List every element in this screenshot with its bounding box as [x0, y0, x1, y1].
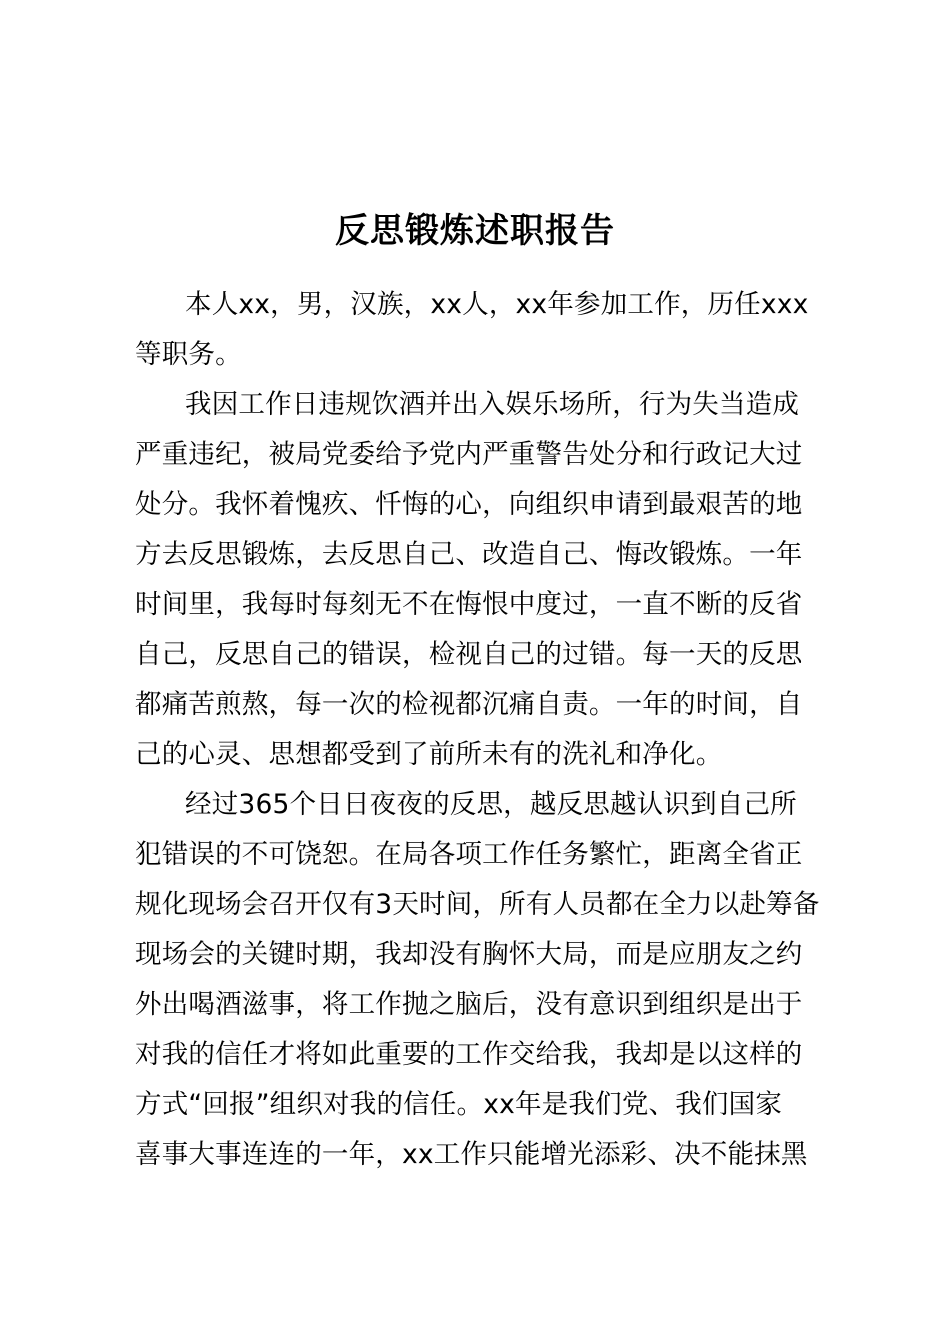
paragraph-3-line-5: 外出喝酒滋事，将工作抛之脑后，没有意识到组织是出于 [135, 989, 803, 1020]
paragraph-3-line-4: 现场会的关键时期，我却没有胸怀大局，而是应朋友之约 [135, 939, 803, 970]
paragraph-3-line-6: 对我的信任才将如此重要的工作交给我，我却是以这样的 [135, 1039, 803, 1070]
paragraph-3-line-2: 犯错误的不可饶恕。在局各项工作任务繁忙，距离全省正 [135, 839, 803, 870]
paragraph-3-line-3: 规化现场会召开仅有3天时间，所有人员都在全力以赴筹备 [135, 889, 820, 920]
paragraph-3-line-1: 经过365个日日夜夜的反思，越反思越认识到自己所 [185, 789, 797, 820]
paragraph-1-line-1: 本人xx，男，汉族，xx人，xx年参加工作，历任xxx [185, 289, 809, 320]
paragraph-2-line-5: 时间里，我每时每刻无不在悔恨中度过，一直不断的反省 [135, 589, 803, 620]
paragraph-2-line-7: 都痛苦煎熬，每一次的检视都沉痛自责。一年的时间，自 [135, 689, 803, 720]
document-title: 反思锻炼述职报告 [335, 211, 615, 251]
paragraph-2-line-1: 我因工作日违规饮酒并出入娱乐场所，行为失当造成 [185, 389, 800, 420]
paragraph-1-line-2: 等职务。 [135, 339, 242, 370]
paragraph-2-line-6: 自己，反思自己的错误，检视自己的过错。每一天的反思 [135, 639, 803, 670]
paragraph-2-line-3: 处分。我怀着愧疚、忏悔的心，向组织申请到最艰苦的地 [135, 489, 803, 520]
paragraph-3-line-8: 喜事大事连连的一年，xx工作只能增光添彩、决不能抹黑 [135, 1139, 808, 1170]
paragraph-2-line-8: 己的心灵、思想都受到了前所未有的洗礼和净化。 [135, 739, 723, 770]
paragraph-3-line-7: 方式“回报”组织对我的信任。xx年是我们党、我们国家 [135, 1089, 783, 1120]
paragraph-2-line-4: 方去反思锻炼，去反思自己、改造自己、悔改锻炼。一年 [135, 539, 803, 570]
paragraph-2-line-2: 严重违纪，被局党委给予党内严重警告处分和行政记大过 [135, 439, 803, 470]
